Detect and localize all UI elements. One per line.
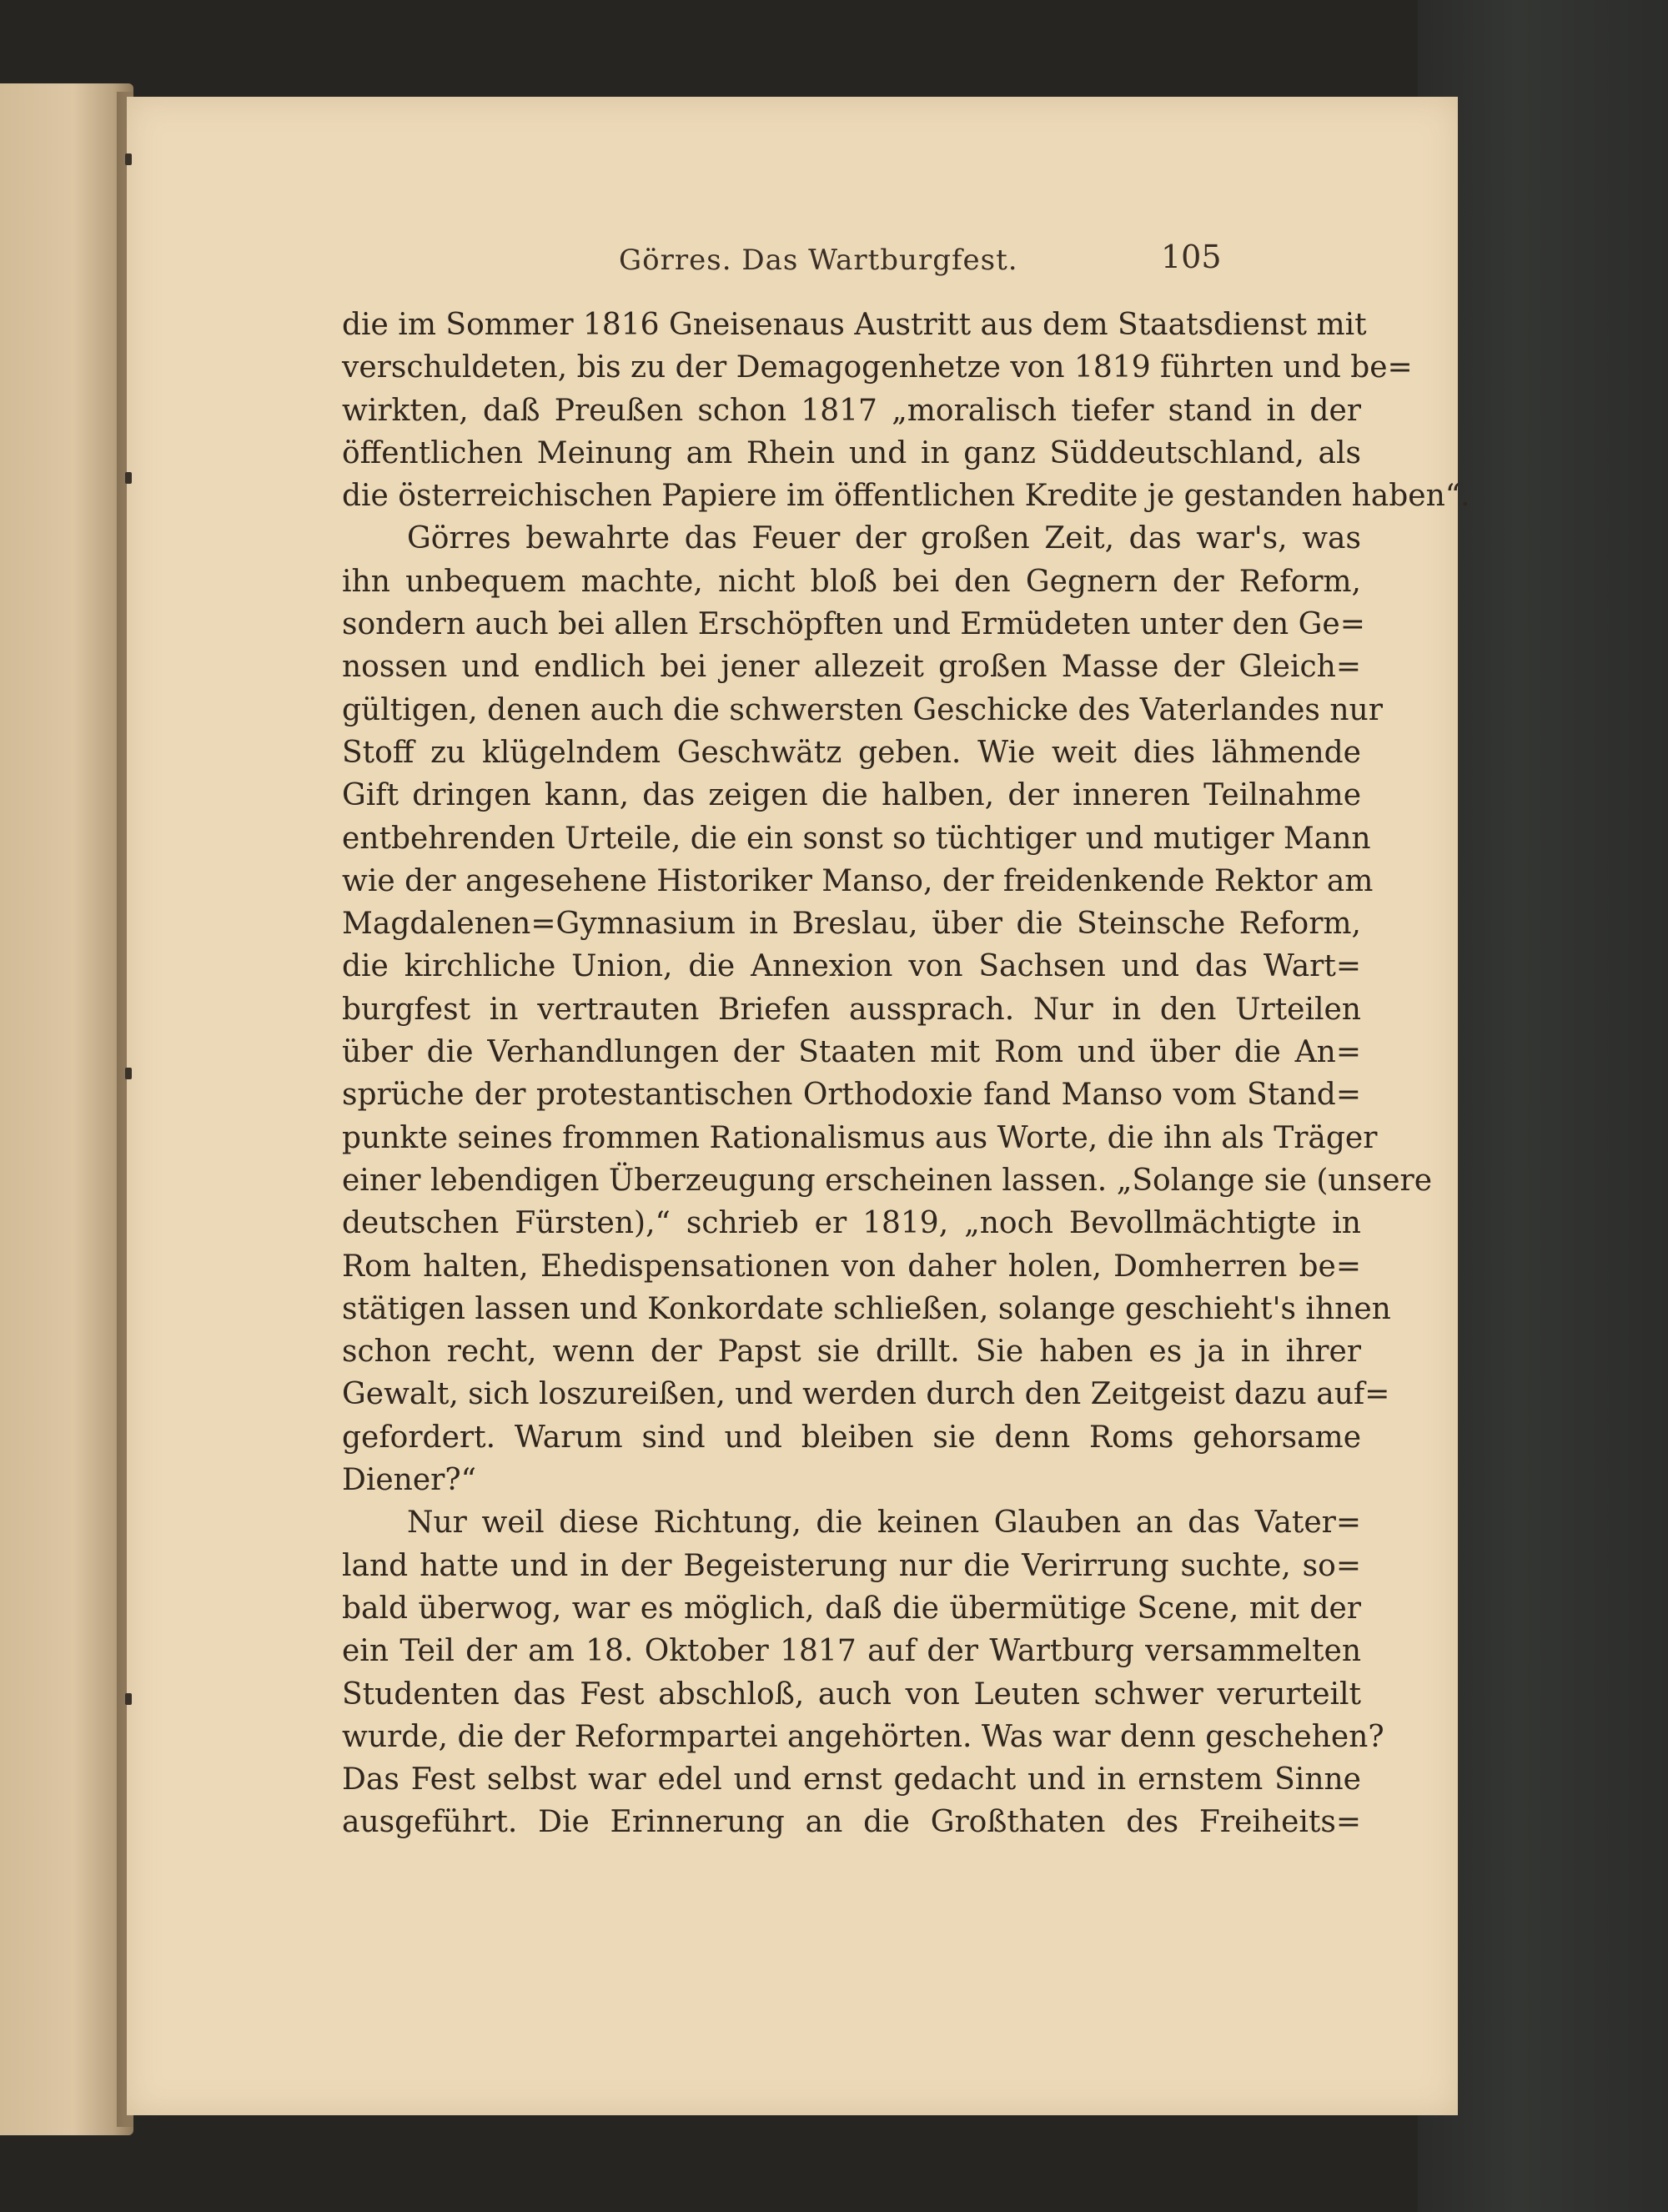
text-line: Studenten das Fest abschloß, auch von Leuten schwer verurteilt (342, 1677, 1361, 1712)
text-line: stätigen lassen und Konkordate schließen, solange geschieht's ihnen (342, 1291, 1391, 1326)
text-line: wie der angesehene Historiker Manso, der freidenkende Rektor am (342, 863, 1374, 898)
text-line: wirkten, daß Preußen schon 1817 „moralisch tiefer stand in der (342, 393, 1361, 428)
text-line: land hatte und in der Begeisterung nur die Verirrung suchte, so= (342, 1548, 1361, 1583)
body-text (342, 304, 1470, 1844)
text-line: deutschen Fürsten),“ schrieb er 1819, „noch Bevollmächtigte in (342, 1206, 1361, 1241)
text-line: Nur weil diese Richtung, die keinen Glauben an das Vater= (407, 1506, 1361, 1541)
text-line: wurde, die der Reformpartei angehörten. Was war denn geschehen? (342, 1719, 1384, 1754)
text-line: über die Verhandlungen der Staaten mit Rom und über die An= (342, 1035, 1361, 1070)
left-page-edge (0, 83, 133, 2135)
text-line: verschuldeten, bis zu der Demagogenhetze von 1819 führten und be= (342, 350, 1413, 385)
text-line: Das Fest selbst war edel und ernst gedacht und in ernstem Sinne (342, 1762, 1361, 1797)
text-line: gültigen, denen auch die schwersten Geschicke des Vaterlandes nur (342, 692, 1383, 727)
page-number: 105 (1161, 239, 1222, 275)
text-line: die im Sommer 1816 Gneisenaus Austritt aus dem Staatsdienst mit (342, 308, 1367, 342)
text-line: burgfest in vertrauten Briefen aussprach. Nur in den Urteilen (342, 992, 1361, 1027)
text-line: Stoff zu klügelndem Geschwätz geben. Wie weit dies lähmende (342, 735, 1361, 770)
text-line: schon recht, wenn der Papst sie drillt. Sie haben es ja in ihrer (342, 1335, 1361, 1370)
margin-mark (125, 472, 132, 484)
running-title: Görres. Das Wartburgfest. (619, 244, 1018, 277)
text-line: sondern auch bei allen Erschöpften und Ermüdeten unter den Ge= (342, 607, 1365, 642)
page-header (127, 239, 1458, 289)
text-line: sprüche der protestantischen Orthodoxie fand Manso vom Stand= (342, 1078, 1361, 1113)
text-line: ausgeführt. Die Erinnerung an die Großthaten des Freiheits= (342, 1805, 1361, 1840)
text-line: Diener?“ (342, 1463, 477, 1498)
margin-mark (125, 1068, 132, 1079)
text-line: Rom halten, Ehedispensationen von daher holen, Domherren be= (342, 1249, 1361, 1284)
text-line: ihn unbequem machte, nicht bloß bei den Gegnern der Reform, (342, 564, 1361, 599)
text-line: die kirchliche Union, die Annexion von Sachsen und das Wart= (342, 949, 1361, 984)
text-line: öffentlichen Meinung am Rhein und in ganz Süddeutschland, als (342, 435, 1361, 470)
text-line: gefordert. Warum sind und bleiben sie denn Roms gehorsame (342, 1420, 1361, 1455)
text-line: bald überwog, war es möglich, daß die übermütige Scene, mit der (342, 1591, 1361, 1626)
book-page (127, 97, 1470, 2115)
text-line: entbehrenden Urteile, die ein sonst so tüchtiger und mutiger Mann (342, 821, 1371, 856)
text-line: Gewalt, sich loszureißen, und werden durch den Zeitgeist dazu auf= (342, 1377, 1390, 1412)
margin-mark (125, 1693, 132, 1705)
text-line: Magdalenen=Gymnasium in Breslau, über die Steinsche Reform, (342, 907, 1361, 942)
text-line: einer lebendigen Überzeugung erscheinen lassen. „Solange sie (unsere (342, 1163, 1433, 1198)
text-line: punkte seines frommen Rationalismus aus Worte, die ihn als Träger (342, 1120, 1378, 1155)
text-line: Görres bewahrte das Feuer der großen Zeit, das war's, was (407, 521, 1361, 556)
text-line: ein Teil der am 18. Oktober 1817 auf der Wartburg versammelten (342, 1634, 1361, 1669)
text-line: nossen und endlich bei jener allezeit großen Masse der Gleich= (342, 650, 1361, 685)
margin-mark (125, 153, 132, 165)
text-line: Gift dringen kann, das zeigen die halben, der inneren Teilnahme (342, 778, 1361, 813)
text-line: die österreichischen Papiere im öffentlichen Kredite je gestanden haben“. (342, 479, 1470, 514)
